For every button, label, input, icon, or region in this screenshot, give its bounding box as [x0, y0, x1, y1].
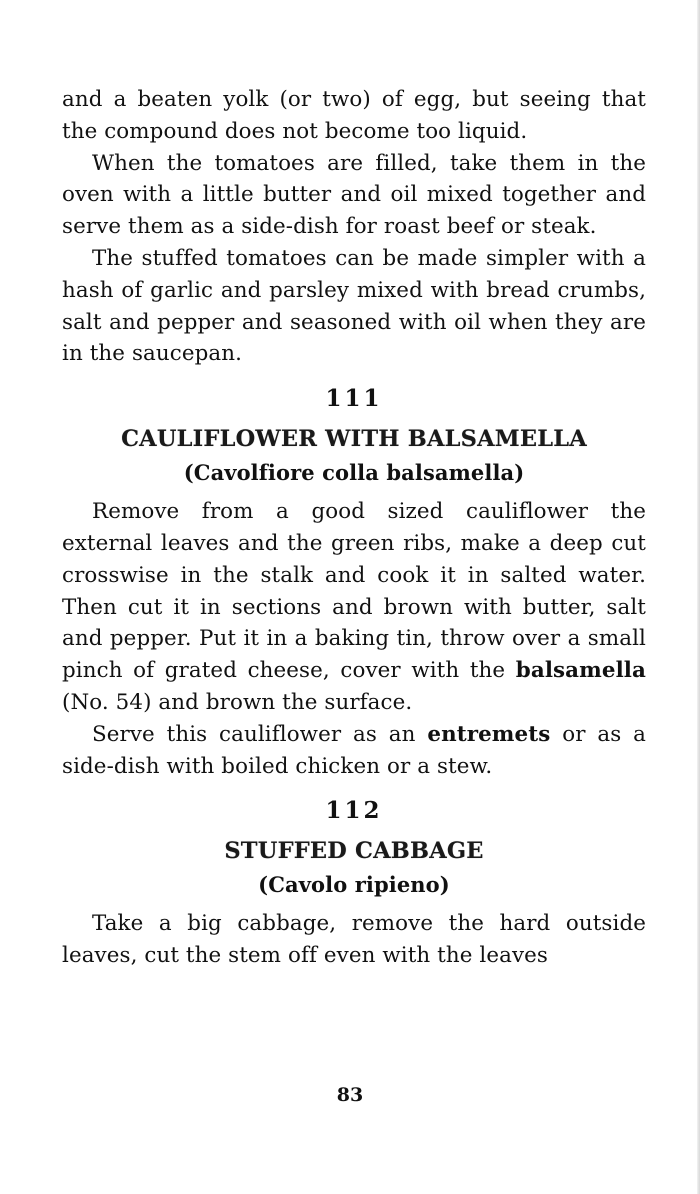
- text-run: Remove from a good sized cauliflower the external leaves and the green ribs, make a deep cut crosswise in the stalk and cook it in salted water. Then cut it in sections and brown with butter, salt and pepper. Put it in a baking tin, throw over a small pinch of grated cheese, cover with the: [62, 499, 646, 684]
- page-number: 83: [336, 1084, 364, 1106]
- paragraph-tomatoes-oven: When the tomatoes are filled, take them in the oven with a little butter and oil mixed together and serve them as a side-dish for roast beef or steak.: [62, 150, 646, 240]
- recipe-number-112: 112: [325, 797, 383, 825]
- text-run: (No. 54) and brown the surface.: [62, 689, 413, 715]
- recipe-subtitle-cauliflower: (Cavolfiore colla balsamella): [183, 460, 525, 486]
- recipe-title-cabbage: STUFFED CABBAGE: [224, 838, 484, 865]
- term-balsamella: balsamella: [515, 658, 646, 684]
- term-entremets: entremets: [427, 721, 551, 747]
- paragraph-cauliflower-method: [62, 496, 646, 719]
- paragraph-cabbage-method: Take a big cabbage, remove the hard outside leaves, cut the stem off even with the leaves: [62, 911, 646, 969]
- page-body: [62, 84, 646, 972]
- recipe-number-111: 111: [325, 385, 383, 413]
- paragraph-tomatoes-simpler: The stuffed tomatoes can be made simpler with a hash of garlic and parsley mixed with bread crumbs, salt and pepper and seasoned with oil when they are in the saucepan.: [62, 245, 646, 367]
- recipe-title-cauliflower: CAULIFLOWER WITH BALSAMELLA: [121, 426, 587, 453]
- paragraph-continuation: and a beaten yolk (or two) of egg, but seeing that the compound does not become too liquid.: [62, 87, 646, 144]
- text-run: or as a side-dish with boiled chicken or a stew.: [62, 721, 646, 779]
- recipe-subtitle-cabbage: (Cavolo ripieno): [258, 872, 450, 898]
- paragraph-cauliflower-serve: [62, 719, 646, 783]
- text-run: Serve this cauliflower as an: [92, 721, 416, 747]
